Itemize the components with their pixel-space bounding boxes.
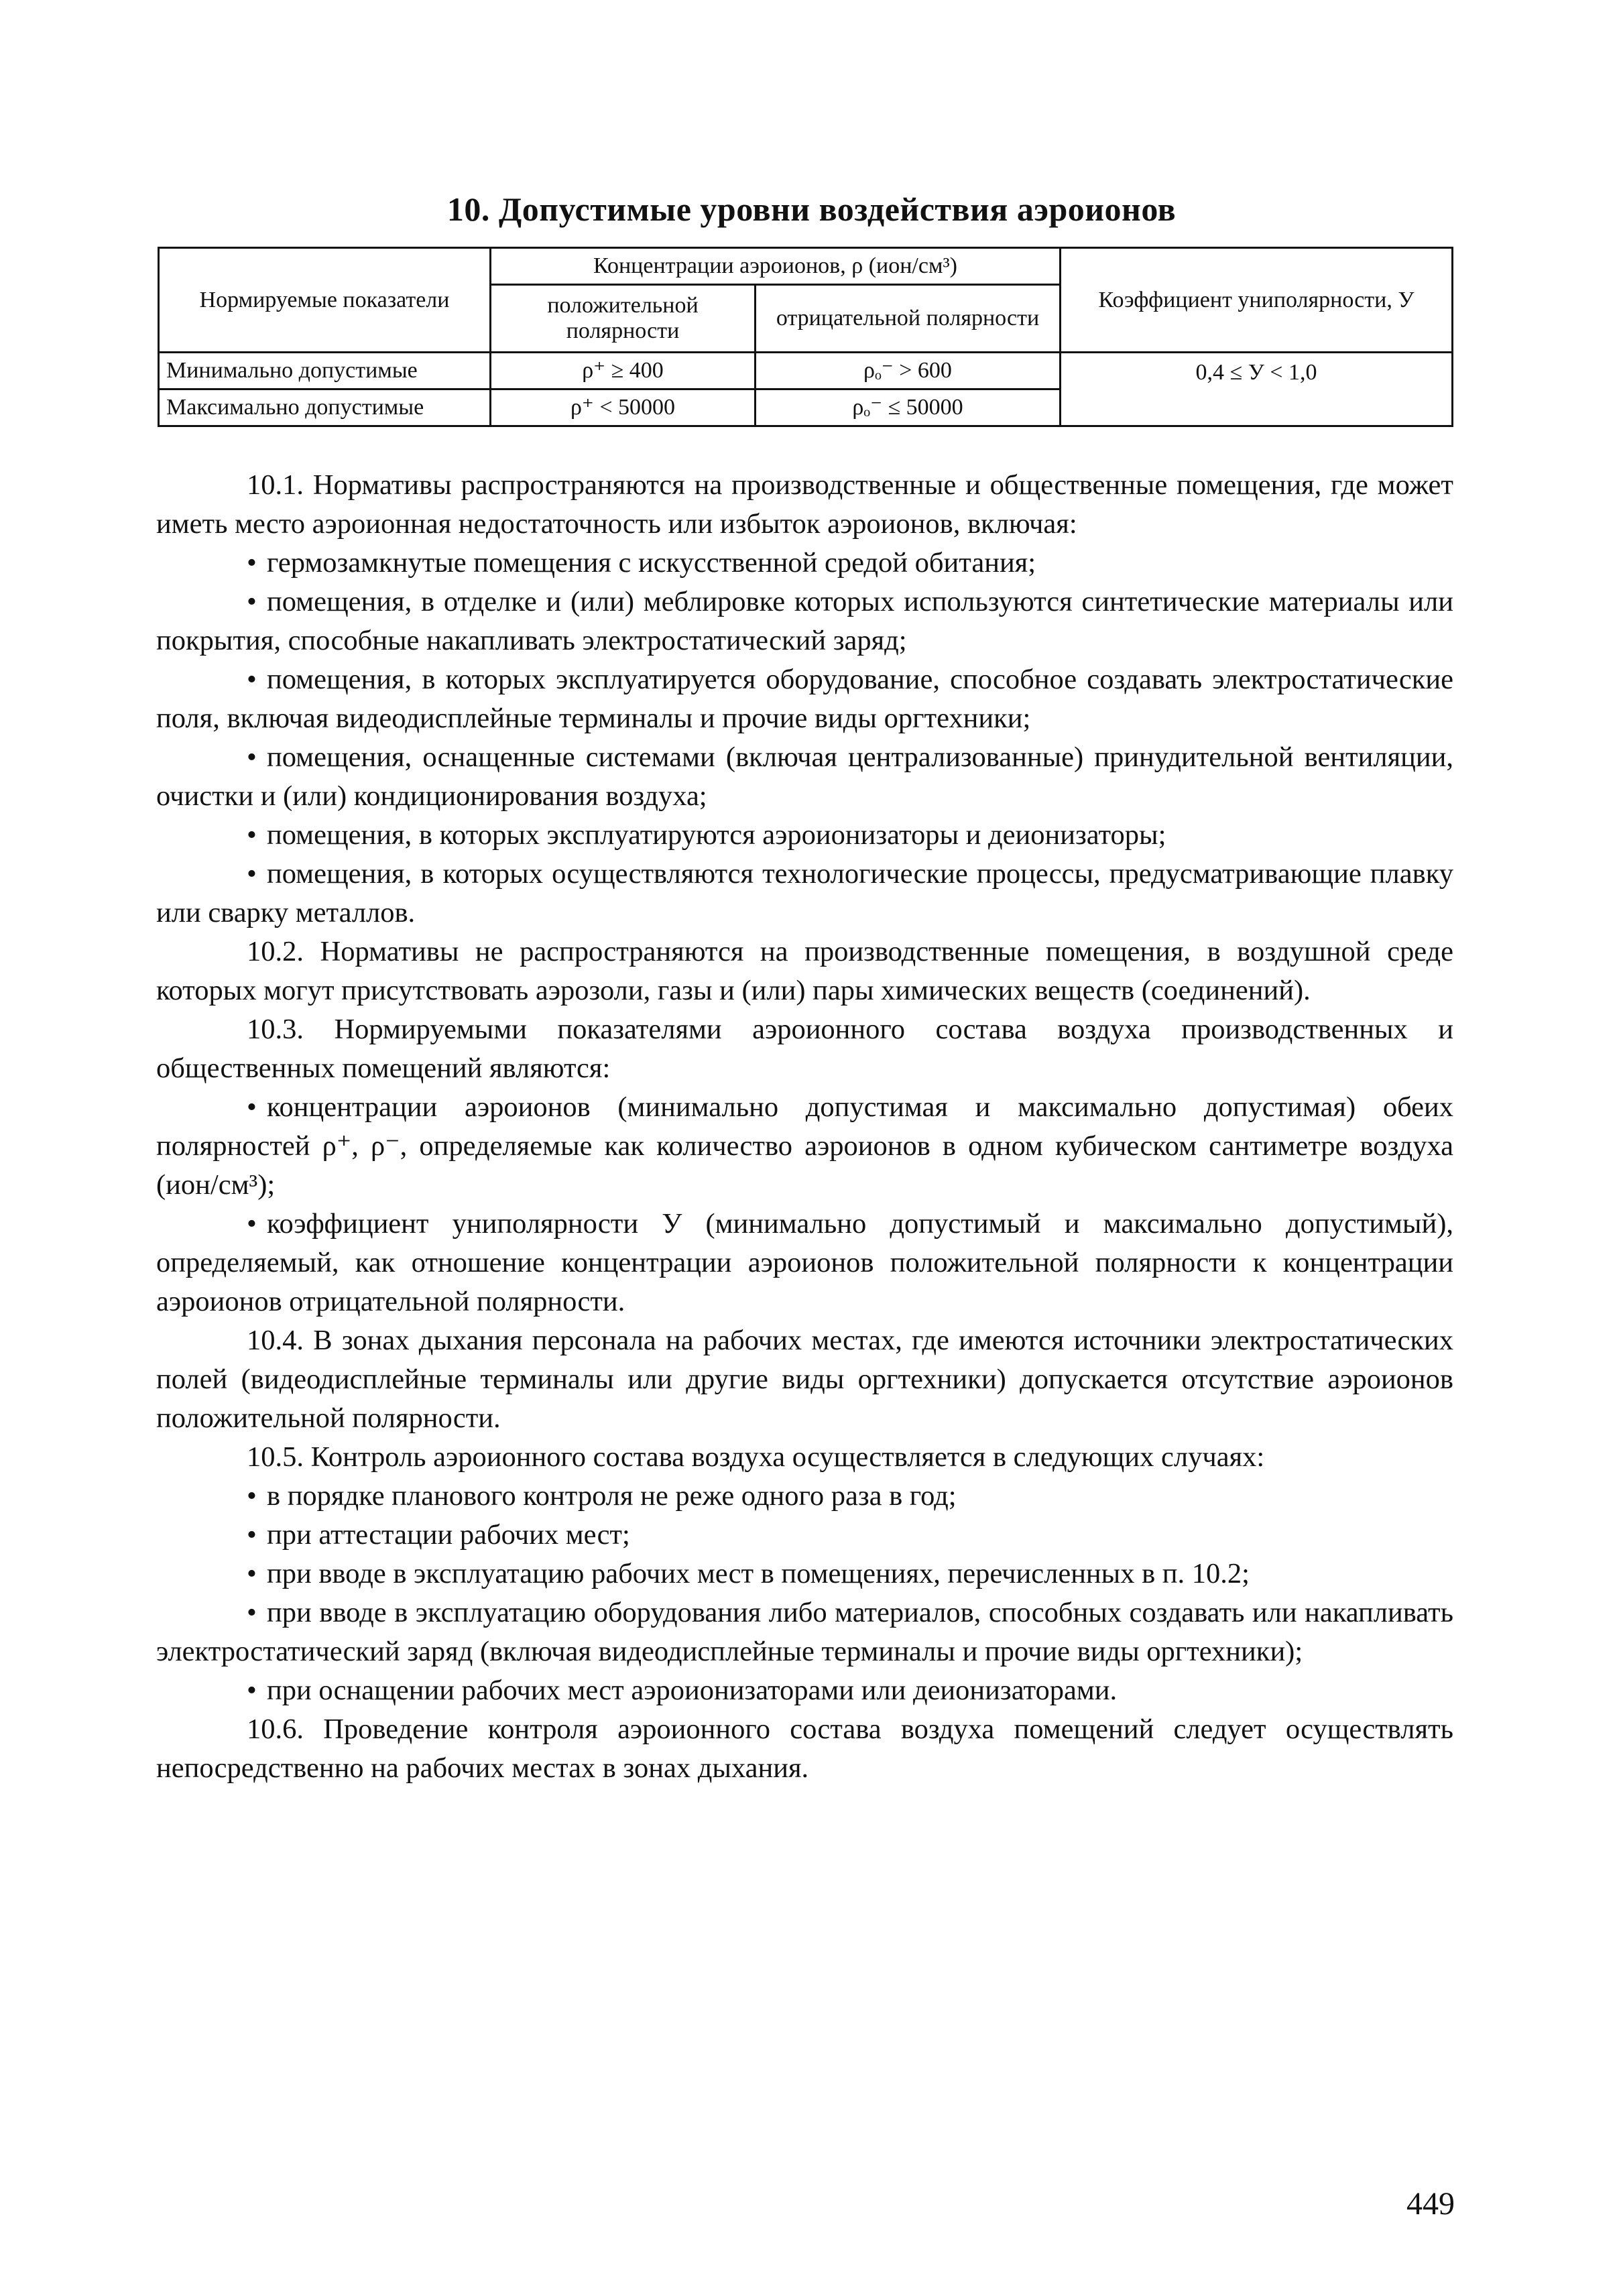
paragraph <box>156 1710 1453 1788</box>
list-item-text: помещения, в которых осуществляются технологические процессы, предусматривающие плавку или сварку металлов. <box>156 858 1453 928</box>
list-item-text: помещения, в которых эксплуатируются аэроионизаторы и деионизаторы; <box>267 819 1166 851</box>
cell-positive-minimum: ρ⁺ ≥ 400 <box>491 353 756 389</box>
list-item <box>156 1671 1453 1710</box>
cell-positive-maximum: ρ⁺ < 50000 <box>491 389 756 426</box>
list-item <box>156 1593 1453 1671</box>
header-indicators: Нормируемые показатели <box>159 248 491 353</box>
list-item <box>156 1205 1453 1321</box>
list-item <box>156 660 1453 738</box>
paragraph <box>156 466 1453 544</box>
paragraph <box>156 932 1453 1010</box>
paragraph <box>156 1010 1453 1088</box>
page-number: 449 <box>1406 2186 1455 2222</box>
bullet-icon: • <box>247 819 257 851</box>
table-row <box>159 353 1453 389</box>
bullet-icon: • <box>247 586 257 617</box>
cell-negative-minimum: ρₒ⁻ > 600 <box>756 353 1061 389</box>
bullet-icon: • <box>247 1208 257 1240</box>
body-text <box>156 466 1453 1788</box>
list-item-text: при оснащении рабочих мест аэроионизаторами или деионизаторами. <box>267 1675 1118 1706</box>
list-item <box>156 1516 1453 1555</box>
paragraph-text: 10.5. Контроль аэроионного состава воздуха осуществляется в следующих случаях: <box>247 1441 1265 1473</box>
list-item-text: при аттестации рабочих мест; <box>267 1519 630 1551</box>
section-title: 10. Допустимые уровни воздействия аэроионов <box>446 190 1177 228</box>
cell-negative-maximum: ρₒ⁻ ≤ 50000 <box>756 389 1061 426</box>
bullet-icon: • <box>247 1091 257 1123</box>
list-item-text: концентрации аэроионов (минимально допустимая и максимально допустимая) обеих полярностей ρ⁺, ρ⁻, определяемые как количество аэроионов в одном кубическом сантиметре воздуха (ион/см³); <box>156 1091 1453 1201</box>
paragraph <box>156 1321 1453 1438</box>
bullet-icon: • <box>247 858 257 890</box>
header-coefficient: Коэффициент униполярности, У <box>1061 248 1453 353</box>
list-item <box>156 816 1453 855</box>
list-item <box>156 1477 1453 1516</box>
list-item-text: при вводе в эксплуатацию рабочих мест в помещениях, перечисленных в п. 10.2; <box>267 1558 1250 1589</box>
list-item-text: помещения, в которых эксплуатируется оборудование, способное создавать электростатические поля, включая видеодисплейные терминалы и прочие виды оргтехники; <box>156 664 1453 734</box>
header-positive-polarity: положительной полярности <box>491 285 756 353</box>
bullet-icon: • <box>247 547 257 579</box>
list-item <box>156 855 1453 932</box>
header-concentration: Концентрации аэроионов, ρ (ион/см³) <box>491 248 1061 285</box>
bullet-icon: • <box>247 664 257 695</box>
paragraph-text: 10.2. Нормативы не распространяются на производственные помещения, в воздушной среде которых могут присутствовать аэрозоли, газы и (или) пары химических веществ (соединений). <box>156 936 1453 1006</box>
row-label-minimum: Минимально допустимые <box>159 353 491 389</box>
header-negative-polarity: отрицательной полярности <box>756 285 1061 353</box>
list-item <box>156 1555 1453 1593</box>
list-item <box>156 1088 1453 1205</box>
list-item-text: помещения, оснащенные системами (включая централизованные) принудительной вентиляции, очистки и (или) кондиционирования воздуха; <box>156 741 1453 812</box>
bullet-icon: • <box>247 741 257 773</box>
bullet-icon: • <box>247 1597 257 1628</box>
list-item-text: в порядке планового контроля не реже одного раза в год; <box>267 1480 957 1512</box>
bullet-icon: • <box>247 1558 257 1589</box>
bullet-icon: • <box>247 1675 257 1706</box>
list-item <box>156 544 1453 583</box>
list-item-text: помещения, в отделке и (или) меблировке которых используются синтетические материалы или покрытия, способные накапливать электростатический заряд; <box>156 586 1453 656</box>
list-item <box>156 738 1453 816</box>
list-item-text: при вводе в эксплуатацию оборудования либо материалов, способных создавать или накапливать электростатический заряд (включая видеодисплейные терминалы и прочие виды оргтехники); <box>156 1597 1453 1667</box>
paragraph-text: 10.4. В зонах дыхания персонала на рабочих местах, где имеются источники электростатических полей (видеодисплейные терминалы или другие виды оргтехники) допускается отсутствие аэроионов положительной полярности. <box>156 1325 1453 1434</box>
row-label-maximum: Максимально допустимые <box>159 389 491 426</box>
paragraph-text: 10.1. Нормативы распространяются на производственные и общественные помещения, где может иметь место аэроионная недостаточность или избыток аэроионов, включая: <box>156 469 1453 540</box>
bullet-icon: • <box>247 1480 257 1512</box>
list-item-text: гермозамкнутые помещения с искусственной средой обитания; <box>267 547 1036 579</box>
list-item <box>156 583 1453 660</box>
cell-coefficient-value: 0,4 ≤ У < 1,0 <box>1061 353 1453 426</box>
bullet-icon: • <box>247 1519 257 1551</box>
paragraph-text: 10.3. Нормируемыми показателями аэроионного состава воздуха производственных и общественных помещений являются: <box>156 1014 1453 1084</box>
paragraph <box>156 1438 1453 1477</box>
paragraph-text: 10.6. Проведение контроля аэроионного состава воздуха помещений следует осуществлять непосредственно на рабочих местах в зонах дыхания. <box>156 1713 1453 1784</box>
list-item-text: коэффициент униполярности У (минимально допустимый и максимально допустимый), определяемый, как отношение концентрации аэроионов положительной полярности к концентрации аэроионов отрицательной полярности. <box>156 1208 1453 1317</box>
norms-table <box>158 247 1453 427</box>
